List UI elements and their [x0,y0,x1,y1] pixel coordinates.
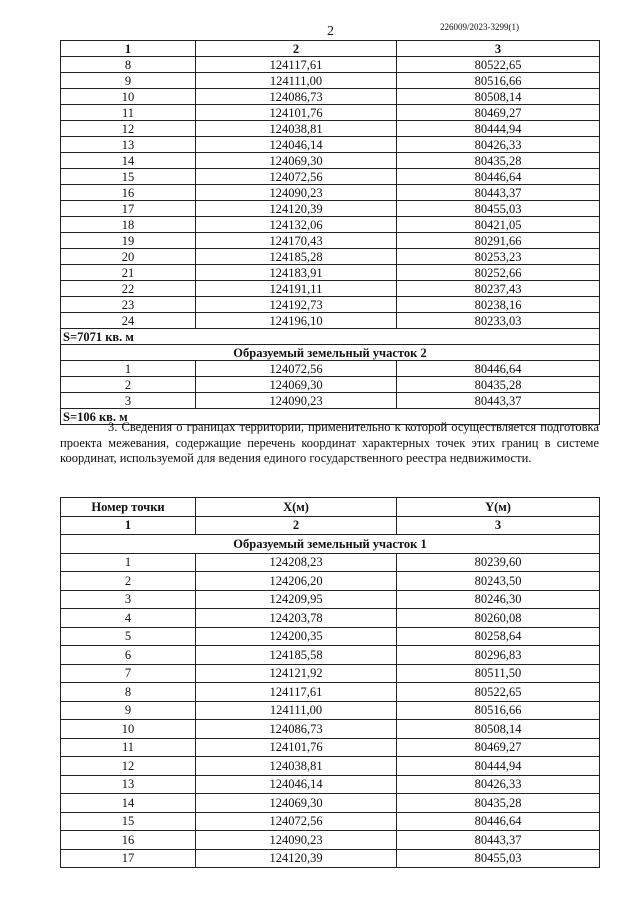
point-number-cell: 21 [61,265,196,281]
x-coordinate-cell: 124120,39 [196,201,397,217]
y-coordinate-cell: 80444,94 [397,757,600,776]
table-row [61,153,600,169]
point-number-cell: 17 [61,849,196,868]
table-row [61,137,600,153]
point-number-cell: 16 [61,185,196,201]
table-row [61,590,600,609]
table-row [61,831,600,850]
y-coordinate-cell: 80522,65 [397,57,600,73]
x-coordinate-cell: 124090,23 [196,185,397,201]
column-number-cell: 3 [397,516,600,535]
point-number-cell: 20 [61,249,196,265]
point-number-cell: 12 [61,757,196,776]
y-coordinate-cell: 80446,64 [397,361,600,377]
point-number-cell: 10 [61,720,196,739]
point-number-cell: 4 [61,609,196,628]
y-coordinate-cell: 80260,08 [397,609,600,628]
point-number-cell: 9 [61,73,196,89]
y-coordinate-cell: 80444,94 [397,121,600,137]
x-coordinate-cell: 124072,56 [196,812,397,831]
x-coordinate-cell: 124090,23 [196,393,397,409]
coordinates-table-continued [60,40,600,425]
y-coordinate-cell: 80239,60 [397,553,600,572]
y-coordinate-cell: 80435,28 [397,153,600,169]
point-number-cell: 14 [61,153,196,169]
x-coordinate-cell: 124200,35 [196,627,397,646]
table-row [61,812,600,831]
y-coordinate-cell: 80252,66 [397,265,600,281]
table-row [61,249,600,265]
table-row [61,89,600,105]
y-coordinate-cell: 80469,27 [397,738,600,757]
y-coordinate-cell: 80291,66 [397,233,600,249]
y-coordinate-cell: 80426,33 [397,137,600,153]
x-coordinate-cell: 124090,23 [196,831,397,850]
y-coordinate-cell: 80508,14 [397,89,600,105]
table-row [61,313,600,329]
territory-coordinates-table-body [61,498,600,868]
x-coordinate-cell: 124121,92 [196,664,397,683]
table-row [61,393,600,409]
y-coordinate-cell: 80522,65 [397,683,600,702]
table-row [61,265,600,281]
y-coordinate-cell: 80243,50 [397,572,600,591]
y-coordinate-cell: 80446,64 [397,169,600,185]
table-row [61,297,600,313]
point-number-cell: 10 [61,89,196,105]
table-row [61,720,600,739]
table-row [61,757,600,776]
column-number-cell: 1 [61,41,196,57]
x-coordinate-cell: 124208,23 [196,553,397,572]
table-row [61,572,600,591]
point-number-cell: 24 [61,313,196,329]
x-coordinate-cell: 124086,73 [196,89,397,105]
x-coordinate-cell: 124209,95 [196,590,397,609]
table-row [61,775,600,794]
plot-title: Образуемый земельный участок 1 [61,535,600,554]
table-row [61,105,600,121]
y-coordinate-cell: 80421,05 [397,217,600,233]
plot-title-row [61,345,600,361]
point-number-cell: 16 [61,831,196,850]
y-coordinate-cell: 80443,37 [397,185,600,201]
y-coordinate-cell: 80511,50 [397,664,600,683]
x-coordinate-cell: 124072,56 [196,169,397,185]
x-coordinate-cell: 124192,73 [196,297,397,313]
column-number-row [61,516,600,535]
column-header: X(м) [196,498,397,517]
y-coordinate-cell: 80253,23 [397,249,600,265]
x-coordinate-cell: 124046,14 [196,137,397,153]
x-coordinate-cell: 124183,91 [196,265,397,281]
point-number-cell: 3 [61,393,196,409]
y-coordinate-cell: 80238,16 [397,297,600,313]
territory-coordinates-table [60,497,600,868]
x-coordinate-cell: 124038,81 [196,121,397,137]
x-coordinate-cell: 124046,14 [196,775,397,794]
point-number-cell: 1 [61,553,196,572]
x-coordinate-cell: 124170,43 [196,233,397,249]
table-row [61,121,600,137]
y-coordinate-cell: 80233,03 [397,313,600,329]
x-coordinate-cell: 124120,39 [196,849,397,868]
point-number-cell: 22 [61,281,196,297]
y-coordinate-cell: 80516,66 [397,701,600,720]
y-coordinate-cell: 80435,28 [397,377,600,393]
y-coordinate-cell: 80426,33 [397,775,600,794]
point-number-cell: 17 [61,201,196,217]
column-header: Y(м) [397,498,600,517]
table-row [61,664,600,683]
point-number-cell: 13 [61,137,196,153]
x-coordinate-cell: 124069,30 [196,377,397,393]
table-row [61,553,600,572]
page-number: 2 [327,24,334,39]
point-number-cell: 12 [61,121,196,137]
point-number-cell: 9 [61,701,196,720]
x-coordinate-cell: 124086,73 [196,720,397,739]
y-coordinate-cell: 80508,14 [397,720,600,739]
x-coordinate-cell: 124206,20 [196,572,397,591]
point-number-cell: 7 [61,664,196,683]
plot-title-row [61,535,600,554]
area-label: S=7071 кв. м [61,329,600,345]
y-coordinate-cell: 80296,83 [397,646,600,665]
x-coordinate-cell: 124132,06 [196,217,397,233]
x-coordinate-cell: 124038,81 [196,757,397,776]
table-row [61,201,600,217]
point-number-cell: 19 [61,233,196,249]
point-number-cell: 11 [61,738,196,757]
x-coordinate-cell: 124111,00 [196,701,397,720]
x-coordinate-cell: 124191,11 [196,281,397,297]
x-coordinate-cell: 124196,10 [196,313,397,329]
y-coordinate-cell: 80237,43 [397,281,600,297]
y-coordinate-cell: 80443,37 [397,831,600,850]
table-row [61,627,600,646]
point-number-cell: 8 [61,683,196,702]
point-number-cell: 2 [61,572,196,591]
y-coordinate-cell: 80258,64 [397,627,600,646]
column-number-cell: 2 [196,516,397,535]
column-number-cell: 3 [397,41,600,57]
coordinates-table-continued-body [61,41,600,425]
x-coordinate-cell: 124101,76 [196,105,397,121]
x-coordinate-cell: 124185,28 [196,249,397,265]
plot-title: Образуемый земельный участок 2 [61,345,600,361]
y-coordinate-cell: 80443,37 [397,393,600,409]
table-row [61,217,600,233]
x-coordinate-cell: 124072,56 [196,361,397,377]
point-number-cell: 3 [61,590,196,609]
table-row [61,738,600,757]
point-number-cell: 14 [61,794,196,813]
table-row [61,683,600,702]
table-row [61,233,600,249]
point-number-cell: 8 [61,57,196,73]
x-coordinate-cell: 124101,76 [196,738,397,757]
table-row [61,701,600,720]
table-row [61,73,600,89]
y-coordinate-cell: 80446,64 [397,812,600,831]
area-label: S=106 кв. м [61,409,600,425]
column-header: Номер точки [61,498,196,517]
header-row [61,498,600,517]
point-number-cell: 18 [61,217,196,233]
table-row [61,281,600,297]
x-coordinate-cell: 124069,30 [196,794,397,813]
y-coordinate-cell: 80516,66 [397,73,600,89]
x-coordinate-cell: 124117,61 [196,683,397,702]
table-row [61,849,600,868]
table-row [61,361,600,377]
point-number-cell: 1 [61,361,196,377]
point-number-cell: 2 [61,377,196,393]
section-3-paragraph: 3. Сведения о границах территории, применительно к которой осуществляется подготовка проекта межевания, содержащие перечень координат характерных точек этих границ в системе координат, используемой для ведения единого государственного реестра недвижимости. [60,420,599,465]
point-number-cell: 23 [61,297,196,313]
y-coordinate-cell: 80435,28 [397,794,600,813]
table-row [61,185,600,201]
x-coordinate-cell: 124185,58 [196,646,397,665]
column-number-cell: 2 [196,41,397,57]
point-number-cell: 13 [61,775,196,794]
point-number-cell: 6 [61,646,196,665]
x-coordinate-cell: 124069,30 [196,153,397,169]
x-coordinate-cell: 124117,61 [196,57,397,73]
point-number-cell: 15 [61,169,196,185]
point-number-cell: 15 [61,812,196,831]
point-number-cell: 11 [61,105,196,121]
table-row [61,794,600,813]
table-row [61,609,600,628]
y-coordinate-cell: 80455,03 [397,201,600,217]
area-row [61,329,600,345]
column-number-cell: 1 [61,516,196,535]
point-number-cell: 5 [61,627,196,646]
y-coordinate-cell: 80469,27 [397,105,600,121]
x-coordinate-cell: 124111,00 [196,73,397,89]
x-coordinate-cell: 124203,78 [196,609,397,628]
y-coordinate-cell: 80455,03 [397,849,600,868]
column-number-row [61,41,600,57]
table-row [61,57,600,73]
table-row [61,377,600,393]
y-coordinate-cell: 80246,30 [397,590,600,609]
document-reference: 226009/2023-3299(1) [440,22,519,32]
table-row [61,646,600,665]
table-row [61,169,600,185]
